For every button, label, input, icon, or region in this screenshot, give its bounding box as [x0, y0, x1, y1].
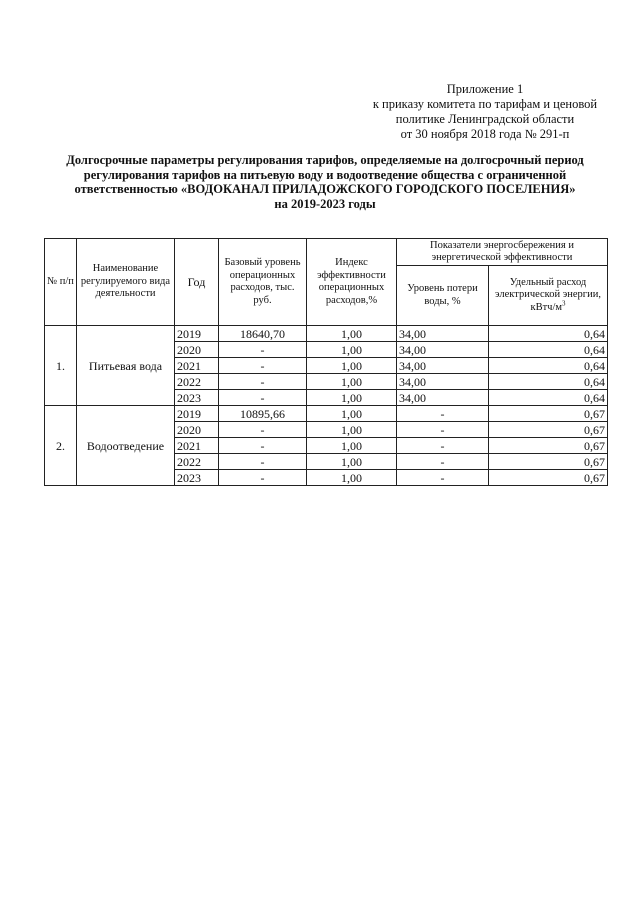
- cell-loss: -: [397, 406, 489, 422]
- group-activity: Водоотведение: [77, 406, 175, 486]
- cell-base: -: [219, 390, 307, 406]
- header-energy-use: [489, 266, 608, 326]
- header-efficiency-index: Индекс эффективности операционных расходов,%: [307, 239, 397, 326]
- cell-index: 1,00: [307, 358, 397, 374]
- cell-index: 1,00: [307, 422, 397, 438]
- cell-year: 2021: [175, 358, 219, 374]
- title-line: регулирования тарифов на питьевую воду и водоотведение общества с ограниченной: [83, 167, 567, 182]
- cell-base: -: [219, 454, 307, 470]
- title-line: на 2019-2023 годы: [274, 196, 376, 211]
- cell-index: 1,00: [307, 374, 397, 390]
- appendix-header: [360, 82, 610, 142]
- cell-energy: 0,67: [489, 406, 608, 422]
- cell-index: 1,00: [307, 470, 397, 486]
- parameters-table: [44, 238, 608, 486]
- header-num: № п/п: [45, 239, 77, 326]
- cell-loss: 34,00: [397, 374, 489, 390]
- cell-year: 2023: [175, 390, 219, 406]
- cell-year: 2023: [175, 470, 219, 486]
- cell-index: 1,00: [307, 326, 397, 342]
- cell-year: 2021: [175, 438, 219, 454]
- cell-loss: 34,00: [397, 358, 489, 374]
- cell-year: 2022: [175, 374, 219, 390]
- cell-loss: -: [397, 422, 489, 438]
- cell-year: 2019: [175, 326, 219, 342]
- cell-loss: -: [397, 438, 489, 454]
- cell-base: -: [219, 470, 307, 486]
- appendix-label: Приложение 1: [446, 82, 524, 96]
- cell-energy: 0,64: [489, 326, 608, 342]
- cell-base: 10895,66: [219, 406, 307, 422]
- cell-year: 2020: [175, 422, 219, 438]
- group-num: 1.: [45, 326, 77, 406]
- cell-year: 2020: [175, 342, 219, 358]
- cell-energy: 0,67: [489, 470, 608, 486]
- cell-base: -: [219, 342, 307, 358]
- cell-base: 18640,70: [219, 326, 307, 342]
- cell-loss: -: [397, 454, 489, 470]
- cell-energy: 0,64: [489, 390, 608, 406]
- header-water-loss: Уровень потери воды, %: [397, 266, 489, 326]
- group-activity: Питьевая вода: [77, 326, 175, 406]
- table-row: [45, 406, 608, 422]
- header-base-level: Базовый уровень операционных расходов, тыс. руб.: [219, 239, 307, 326]
- cell-base: -: [219, 438, 307, 454]
- cell-loss: 34,00: [397, 342, 489, 358]
- cell-loss: 34,00: [397, 326, 489, 342]
- header-energy-group: Показатели энергосбережения и энергетической эффективности: [397, 239, 608, 266]
- cell-energy: 0,67: [489, 422, 608, 438]
- committee-line: политике Ленинградской области: [395, 112, 575, 126]
- cell-year: 2022: [175, 454, 219, 470]
- cell-energy: 0,67: [489, 454, 608, 470]
- cell-energy: 0,64: [489, 374, 608, 390]
- header-energy-use-sup: 3: [562, 299, 566, 308]
- table-row: [45, 326, 608, 342]
- cell-energy: 0,64: [489, 342, 608, 358]
- header-activity: Наименование регулируемого вида деятельности: [77, 239, 175, 326]
- group-num: 2.: [45, 406, 77, 486]
- cell-energy: 0,67: [489, 438, 608, 454]
- cell-index: 1,00: [307, 406, 397, 422]
- cell-index: 1,00: [307, 454, 397, 470]
- cell-loss: -: [397, 470, 489, 486]
- document-title: [40, 153, 610, 211]
- header-energy-use-text: Удельный расход электрической энергии, кВтч/м: [495, 276, 601, 313]
- cell-base: -: [219, 358, 307, 374]
- cell-base: -: [219, 422, 307, 438]
- order-date-line: от 30 ноября 2018 года № 291-п: [400, 127, 570, 141]
- cell-index: 1,00: [307, 342, 397, 358]
- cell-energy: 0,64: [489, 358, 608, 374]
- title-line: ответственностью «ВОДОКАНАЛ ПРИЛАДОЖСКОГО ГОРОДСКОГО ПОСЕЛЕНИЯ»: [74, 182, 576, 196]
- title-line: Долгосрочные параметры регулирования тарифов, определяемые на долгосрочный период: [66, 153, 584, 167]
- cell-index: 1,00: [307, 390, 397, 406]
- cell-index: 1,00: [307, 438, 397, 454]
- cell-base: -: [219, 374, 307, 390]
- cell-loss: 34,00: [397, 390, 489, 406]
- header-year: Год: [175, 239, 219, 326]
- order-reference-line: к приказу комитета по тарифам и ценовой: [372, 97, 598, 111]
- cell-year: 2019: [175, 406, 219, 422]
